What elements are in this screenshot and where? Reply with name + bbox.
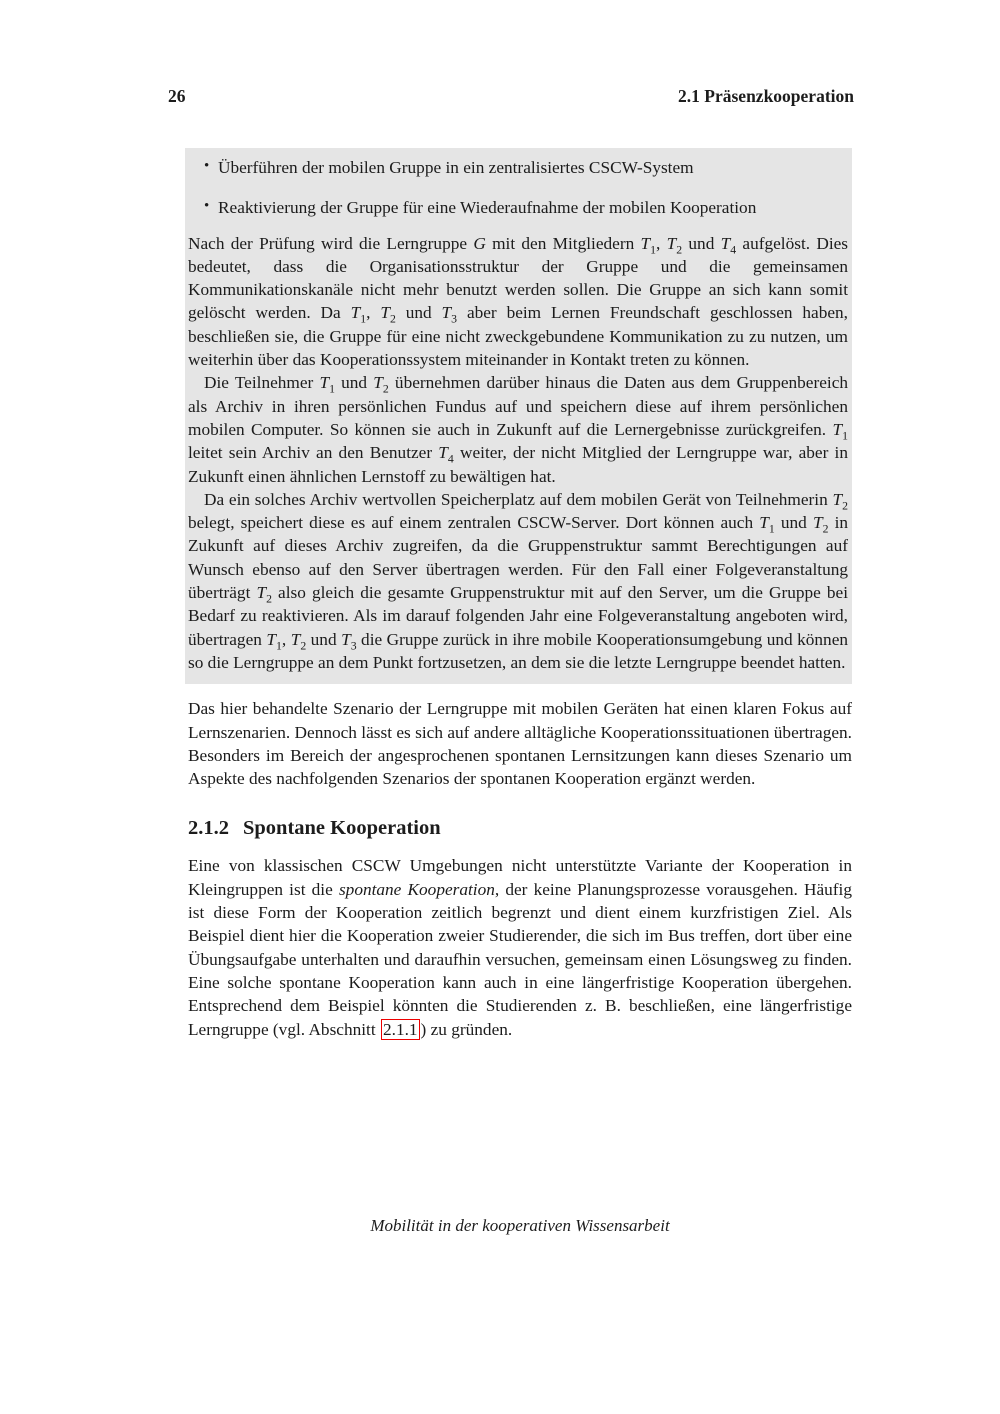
math-symbol: T bbox=[319, 373, 330, 393]
running-section-title: 2.1 Präsenzkooperation bbox=[678, 86, 854, 106]
bullet-list bbox=[188, 156, 848, 220]
math-subscript: 4 bbox=[730, 243, 737, 257]
math-subscript: 3 bbox=[350, 639, 357, 653]
math-subscript: 4 bbox=[447, 452, 454, 466]
text-run: übernehmen darüber hinaus die Daten aus dem Gruppenbereich als Archiv in ihren persönlichen Fundus auf und speichern diese auf ihrem persönlichen mobilen Computer. So können sie auch in Zukunft auf die Lernergebnisse zurückgreifen. bbox=[188, 373, 848, 439]
text-column bbox=[188, 148, 852, 1041]
text-run: und bbox=[774, 513, 813, 533]
math-subscript: 2 bbox=[676, 243, 683, 257]
math-symbol: T bbox=[266, 629, 276, 649]
math-symbol: G bbox=[473, 233, 486, 253]
text-run: , bbox=[656, 233, 667, 253]
section-title: Spontane Kooperation bbox=[243, 817, 441, 840]
math-subscript: 2 bbox=[842, 499, 848, 513]
math-subscript: 2 bbox=[300, 639, 307, 653]
math-subscript: 1 bbox=[768, 522, 775, 536]
section-number: 2.1.2 bbox=[188, 817, 229, 840]
math-symbol: T bbox=[720, 233, 731, 253]
bullet-text: Reaktivierung der Gruppe für eine Wiederaufnahme der mobilen Kooperation bbox=[218, 198, 757, 218]
text-run: weiter, der nicht Mitglied der Lerngruppe war, aber in Zukunft einen ähnlichen Lernstoff zu bewältigen hat. bbox=[188, 443, 848, 486]
math-subscript: 1 bbox=[360, 312, 367, 326]
text-run: Eine von klassischen CSCW Umgebungen nicht unterstützte Variante der Kooperation in Kleingruppen ist die bbox=[188, 856, 852, 899]
text-run: leitet sein Archiv an den Benutzer bbox=[188, 443, 439, 463]
math-symbol: T bbox=[640, 233, 651, 253]
math-symbol: T bbox=[341, 629, 351, 649]
text-run: und bbox=[395, 303, 442, 323]
math-subscript: 1 bbox=[329, 382, 335, 396]
text-run: aufgelöst. Dies bedeutet, dass die Organisationsstruktur der Gruppe und die gemeinsamen Kommunikationskanäle nicht mehr benutzt werden sollen. Die Gruppe an sich kann somit gelöscht werden. Da bbox=[188, 233, 849, 323]
math-symbol: T bbox=[832, 489, 843, 509]
section-paragraph bbox=[188, 854, 852, 1040]
math-symbol: T bbox=[438, 443, 448, 463]
bullet-text: Überführen der mobilen Gruppe in ein zentralisiertes CSCW-System bbox=[218, 158, 694, 177]
text-run: , der keine Planungsprozesse vorausgehen. Häufig ist diese Form der Kooperation zeitlich begrenzt und dient einem kurzfristigen Ziel. Als Beispiel dient hier die Kooperation zweier Studierender, die sich im Bus treffen, dort über eine Übungsaufgabe unterhalten und daraufhin versuchen, gemeinsam einen Lösungsweg zu finden. Eine solche spontane Kooperation kann auch in eine längerfristige Kooperation übergehen. Entsprechend dem Beispiel könnten die Studierenden z. B. beschließen, eine längerfristige Lerngruppe (vgl. Abschnitt bbox=[188, 879, 853, 1039]
block-paragraph bbox=[188, 371, 848, 487]
math-subscript: 3 bbox=[451, 312, 458, 326]
body-paragraph: Das hier behandelte Szenario der Lerngruppe mit mobilen Geräten hat einen klaren Fokus auf Lernszenarien. Dennoch lässt es sich auf andere alltägliche Kooperationssituationen übertragen. Besonders im Bereich der angesprochenen spontanen Lernsitzungen kann dieses Szenario um Aspekte des nachfolgenden Szenarios der spontanen Kooperation ergänzt werden. bbox=[188, 699, 852, 789]
page-number: 26 bbox=[168, 86, 186, 106]
math-symbol: T bbox=[350, 303, 361, 323]
text-run: Die Teilnehmer bbox=[204, 373, 320, 393]
block-paragraph bbox=[188, 488, 848, 674]
math-symbol: T bbox=[373, 373, 383, 393]
math-symbol: T bbox=[441, 303, 452, 323]
block-paragraph bbox=[188, 232, 848, 372]
text-run: Nach der Prüfung wird die Lerngruppe bbox=[188, 233, 474, 253]
page-header bbox=[168, 86, 854, 107]
text-run: und bbox=[306, 629, 342, 649]
text-run: in Zukunft auf dieses Archiv zugreifen, da die Gruppenstruktur sammt Berechtigungen auf Wunsch ebenso auf den Server übertragen werden. Für den Fall einer Folgeveranstaltung überträgt bbox=[188, 513, 849, 603]
text-run: spontane Kooperation bbox=[338, 879, 495, 899]
math-subscript: 2 bbox=[266, 592, 272, 606]
math-symbol: T bbox=[832, 419, 843, 439]
text-run: also gleich die gesamte Gruppenstruktur mit auf den Server, um die Gruppe bei Bedarf zu reaktivieren. Als im darauf folgenden Jahr eine Folgeveranstaltung angeboten wird, übertragen bbox=[188, 583, 849, 649]
bullet-item bbox=[188, 196, 848, 219]
bullet-item bbox=[188, 156, 848, 179]
text-run: , bbox=[281, 629, 291, 649]
math-subscript: 1 bbox=[650, 243, 657, 257]
math-subscript: 2 bbox=[822, 522, 829, 536]
math-subscript: 2 bbox=[382, 382, 389, 396]
math-symbol: T bbox=[380, 303, 390, 323]
section-heading bbox=[188, 816, 852, 841]
page-footer bbox=[188, 1216, 852, 1236]
bullet-icon: • bbox=[204, 198, 210, 215]
text-run: Da ein solches Archiv wertvollen Speicherplatz auf dem mobilen Gerät von Teilnehmerin bbox=[204, 489, 833, 509]
math-symbol: T bbox=[256, 583, 267, 603]
text-run: die Gruppe zurück in ihre mobile Kooperationsumgebung und können so die Lerngruppe an dem Punkt fortzusetzen, an dem sie die letzte Lerngruppe beendet hatten. bbox=[188, 629, 849, 672]
text-run: mit den Mitgliedern bbox=[485, 233, 641, 253]
section-ref-link[interactable]: 2.1.1 bbox=[382, 1019, 418, 1039]
text-run: aber beim Lernen Freundschaft geschlossen haben, beschließen sie, die Gruppe für eine nicht zweckgebundene Kommunikation zu zu nutzen, um weiterhin über das Kooperationssystem miteinander in Kontakt treten zu können. bbox=[188, 303, 848, 370]
footer-text: Mobilität in der kooperativen Wissensarbeit bbox=[370, 1216, 670, 1235]
text-run: und bbox=[334, 373, 374, 393]
highlight-block bbox=[185, 148, 852, 684]
text-run: , bbox=[366, 303, 381, 323]
text-run: belegt, speichert diese es auf einem zentralen CSCW-Server. Dort können auch bbox=[188, 513, 760, 533]
text-run: und bbox=[682, 233, 721, 253]
math-symbol: T bbox=[759, 513, 769, 533]
math-subscript: 1 bbox=[276, 639, 282, 653]
math-symbol: T bbox=[666, 233, 677, 253]
bullet-icon: • bbox=[204, 158, 210, 174]
math-symbol: T bbox=[812, 513, 823, 533]
math-subscript: 1 bbox=[842, 429, 848, 443]
math-symbol: T bbox=[290, 629, 301, 649]
math-subscript: 2 bbox=[389, 312, 396, 326]
text-run: ) zu gründen. bbox=[420, 1019, 513, 1039]
